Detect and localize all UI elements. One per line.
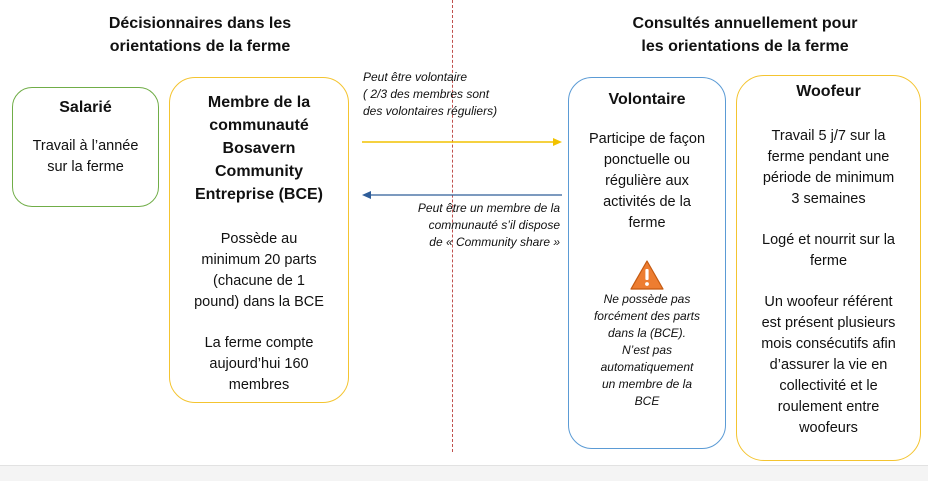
volontaire-title: Volontaire xyxy=(608,91,686,108)
arrow-to-membre xyxy=(362,191,562,199)
arrow-top-label: Peut être volontaire ( 2/3 des membres sont des volontaires réguliers) xyxy=(363,70,498,118)
header-decisionnaires: Décisionnaires dans les orientations de la ferme xyxy=(108,15,292,55)
woofeur-duration: Travail 5 j/7 sur la ferme pendant une période de minimum 3 semaines xyxy=(762,128,895,207)
woofeur-lodging: Logé et nourrit sur la ferme xyxy=(762,232,895,269)
woofeur-referent: Un woofeur référent est présent plusieurs mois consécutifs afin d’assurer la vie en collectivité et le roulement entre woofeurs xyxy=(761,294,896,436)
arrows-layer xyxy=(356,130,568,205)
arrow-to-volontaire xyxy=(362,138,562,146)
membre-parts: Possède au minimum 20 parts (chacune de 1 pound) dans la BCE xyxy=(194,231,324,310)
salarie-box xyxy=(12,87,159,207)
header-consultes: Consultés annuellement pour les orientations de la ferme xyxy=(632,15,858,55)
woofeur-title: Woofeur xyxy=(796,83,861,100)
salarie-body: Travail à l’année sur la ferme xyxy=(32,138,139,175)
membre-count: La ferme compte aujourd’hui 160 membres xyxy=(204,335,314,393)
membre-box xyxy=(169,77,349,403)
salarie-title: Salarié xyxy=(59,99,112,116)
arrow-bottom-label: Peut être un membre de la communauté s’il dispose de « Community share » xyxy=(417,201,560,249)
warning-triangle-icon xyxy=(629,259,665,291)
woofeur-box xyxy=(736,75,921,461)
membre-title: Membre de la communauté Bosavern Community Entreprise (BCE) xyxy=(194,94,324,203)
bottom-bar xyxy=(0,465,928,481)
volontaire-body: Participe de façon ponctuelle ou régulière aux activités de la ferme xyxy=(588,131,706,231)
volontaire-note: Ne possède pas forcément des parts dans la (BCE). N’est pas automatiquement un membre de la BCE xyxy=(593,292,701,408)
volontaire-box xyxy=(568,77,726,449)
